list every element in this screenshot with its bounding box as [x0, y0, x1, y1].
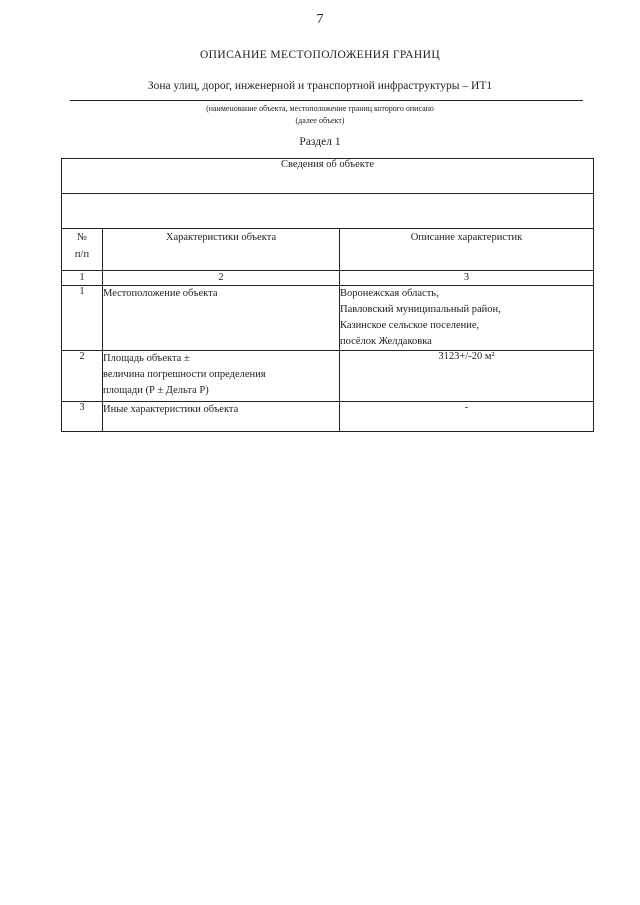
table-row [62, 286, 594, 351]
table-row [62, 351, 594, 402]
caption-line-1: (наименование объекта, местоположение границ которого описано [206, 104, 434, 113]
column-number: 1 [62, 271, 103, 286]
row-description-line: Казинское сельское поселение, [340, 320, 480, 331]
row-characteristic-line: Иные характеристики объекта [103, 404, 239, 415]
row-number: 3 [62, 402, 103, 432]
section-title: Раздел 1 [299, 136, 341, 148]
table-empty-row [62, 194, 594, 229]
table-header-row [62, 159, 594, 194]
row-description-line: - [464, 402, 469, 413]
row-description-line: Воронежская область, [340, 288, 439, 299]
row-number: 1 [62, 286, 103, 351]
row-characteristic [103, 402, 340, 432]
row-description-line: посёлок Желдаковка [340, 336, 432, 347]
table-header: Сведения об объекте [62, 159, 594, 194]
row-characteristic-line: площади (Р ± Дельта Р) [103, 385, 209, 396]
row-characteristic-line: Площадь объекта ± [103, 353, 190, 364]
row-description [340, 402, 594, 432]
table-row [62, 402, 594, 432]
row-description-line: Павловский муниципальный район, [340, 304, 501, 315]
table-empty-cell [62, 194, 594, 229]
column-number: 3 [340, 271, 594, 286]
object-caption [0, 103, 640, 127]
row-description [340, 351, 594, 402]
object-info-table [61, 158, 594, 432]
row-characteristic [103, 286, 340, 351]
row-characteristic-line: Местоположение объекта [103, 288, 218, 299]
column-number: 2 [103, 271, 340, 286]
column-header-characteristics: Характеристики объекта [103, 229, 340, 271]
column-header-num [62, 229, 103, 271]
row-description-line: 3123+/-20 м² [438, 351, 495, 362]
column-header-num-line-1: № [76, 232, 88, 243]
page-number: 7 [316, 12, 324, 27]
row-number: 2 [62, 351, 103, 402]
column-header-description: Описание характеристик [340, 229, 594, 271]
column-header-row [62, 229, 594, 271]
document-title: ОПИСАНИЕ МЕСТОПОЛОЖЕНИЯ ГРАНИЦ [199, 49, 441, 61]
row-characteristic-line: величина погрешности определения [103, 369, 266, 380]
row-description [340, 286, 594, 351]
object-name: Зона улиц, дорог, инженерной и транспортной инфраструктуры – ИТ1 [147, 80, 493, 92]
column-number-row [62, 271, 594, 286]
column-header-num-line-2: п/п [74, 249, 90, 260]
row-characteristic [103, 351, 340, 402]
underline-rule [70, 100, 583, 101]
caption-line-2: (далее объект) [295, 116, 345, 125]
